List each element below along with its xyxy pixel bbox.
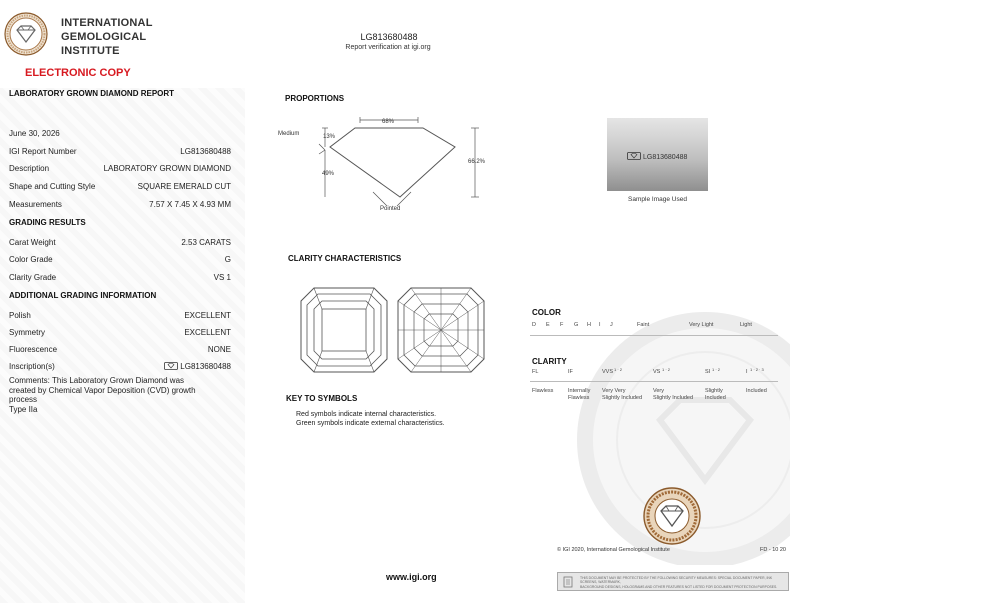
color-letter: I (599, 322, 601, 328)
electronic-copy-label: ELECTRONIC COPY (25, 67, 131, 79)
clarity-description-row (532, 388, 772, 404)
igi-inscription-icon (627, 152, 641, 160)
clarity-characteristics-title: CLARITY CHARACTERISTICS (288, 254, 402, 263)
security-features-text (580, 576, 785, 589)
report-verification-text[interactable]: Report verification at igi.org (345, 44, 431, 51)
clarity-desc: Flawless (532, 388, 554, 394)
additional-value: EXCELLENT (184, 311, 231, 320)
additional-row (9, 345, 231, 357)
clarity-desc: Very (653, 388, 665, 394)
sample-image-inscription (627, 152, 687, 161)
field-label: IGI Report Number (9, 147, 77, 156)
form-code: FD - 10 20 (760, 547, 786, 553)
clarity-desc: Slightly Included (602, 395, 643, 401)
table-percentage: 68% (382, 119, 395, 125)
additional-label: Polish (9, 311, 31, 320)
field-row (9, 182, 231, 194)
grading-results-title: GRADING RESULTS (9, 218, 86, 227)
security-line: BACKGROUND DESIGNS, HOLOGRAMS AND OTHER FEATURES NOT LISTED FOR DOCUMENT PROTECTION PURPOSES. (580, 584, 778, 589)
copyright-text: © IGI 2020, International Gemological Institute (557, 547, 670, 553)
grading-value: 2.53 CARATS (181, 238, 231, 247)
clarity-superscript: 1 · 2 (614, 367, 623, 372)
field-value: SQUARE EMERALD CUT (137, 182, 231, 191)
color-scale-line (530, 335, 778, 336)
clarity-desc: Internally (568, 388, 591, 394)
field-value: LABORATORY GROWN DIAMOND (103, 164, 231, 173)
inscription-value (164, 362, 231, 371)
website-link[interactable]: www.igi.org (386, 572, 437, 582)
grading-label: Color Grade (9, 255, 53, 264)
clarity-grade-row (532, 369, 772, 379)
clarity-superscript: 1 · 2 (712, 367, 721, 372)
color-scale-row (532, 322, 772, 332)
comments-block (9, 376, 234, 414)
clarity-desc: Slightly (705, 388, 723, 394)
security-line: THIS DOCUMENT MAY BE PROTECTED BY THE FOLLOWING SECURITY MEASURES: SPECIAL DOCUMENT PAPER, INK SCREENS, WATERMARK, (580, 576, 773, 585)
additional-row (9, 328, 231, 340)
clarity-desc: Included (746, 388, 767, 394)
sample-inscription-text: LG813680488 (643, 154, 688, 161)
culet-label: Pointed (380, 206, 401, 212)
color-letter: H (587, 322, 591, 328)
report-date: June 30, 2026 (9, 129, 60, 138)
clarity-grade: I (746, 369, 748, 375)
color-letter: D (532, 322, 536, 328)
clarity-grade: SI (705, 369, 711, 375)
clarity-grade: IF (568, 369, 573, 375)
clarity-grade: VS (653, 369, 661, 375)
color-letter: F (560, 322, 564, 328)
field-value: 7.57 X 7.45 X 4.93 MM (149, 200, 231, 209)
field-label: Measurements (9, 200, 62, 209)
clarity-grade: FL (532, 369, 539, 375)
sample-image-caption: Sample Image Used (628, 196, 687, 203)
org-name-line2: GEMOLOGICAL (61, 31, 147, 43)
header-report-number: LG813680488 (360, 32, 418, 42)
girdle-label: Medium (278, 131, 300, 137)
additional-grading-title: ADDITIONAL GRADING INFORMATION (9, 291, 157, 300)
report-date-row (9, 129, 231, 141)
additional-row (9, 311, 231, 323)
org-name-line1: INTERNATIONAL (61, 17, 153, 29)
field-row (9, 164, 231, 176)
key-line-external: Green symbols indicate external characteristics. (296, 420, 445, 427)
inscription-text: LG813680488 (180, 362, 231, 371)
color-light: Light (740, 322, 752, 328)
color-letter: E (546, 322, 550, 328)
additional-label: Symmetry (9, 328, 45, 337)
comments-line: process (9, 395, 38, 404)
clarity-superscript: 1 · 2 · 3 (750, 367, 764, 372)
proportions-diagram (275, 110, 495, 220)
field-row (9, 147, 231, 159)
key-to-symbols-title: KEY TO SYMBOLS (286, 394, 358, 403)
crown-percentage: 13% (323, 134, 336, 140)
grading-value: VS 1 (213, 273, 231, 282)
clarity-desc: Flawless (568, 395, 590, 401)
pavilion-percentage: 49% (322, 171, 335, 177)
grading-label: Carat Weight (9, 238, 56, 247)
additional-label: Fluorescence (9, 345, 58, 354)
depth-percentage: 66.2% (468, 159, 486, 165)
clarity-scale-line (530, 381, 778, 382)
field-value: LG813680488 (180, 147, 231, 156)
igi-gold-seal-icon (643, 487, 701, 545)
igi-inscription-icon (164, 362, 178, 370)
grading-row (9, 273, 231, 285)
crown-view-diagram (300, 287, 388, 373)
additional-value: NONE (207, 345, 231, 354)
additional-row (9, 362, 231, 374)
field-label: Shape and Cutting Style (9, 182, 96, 191)
clarity-superscript: 1 · 2 (662, 367, 671, 372)
comments-line: Comments: This Laboratory Grown Diamond was (9, 376, 185, 385)
clarity-desc: Slightly Included (653, 395, 694, 401)
clarity-scale-title: CLARITY (532, 357, 567, 366)
igi-seal-logo-icon (4, 12, 48, 56)
pavilion-view-diagram (397, 287, 485, 373)
additional-label: Inscription(s) (9, 362, 55, 371)
clarity-desc: Very Very (602, 388, 626, 394)
grading-row (9, 238, 231, 250)
additional-value: EXCELLENT (184, 328, 231, 337)
clarity-grade: VVS (602, 369, 614, 375)
clarity-desc: Included (705, 395, 726, 401)
grading-label: Clarity Grade (9, 273, 57, 282)
grading-row (9, 255, 231, 267)
proportions-title: PROPORTIONS (285, 94, 345, 103)
org-name-line3: INSTITUTE (61, 45, 120, 57)
document-security-icon (562, 576, 574, 588)
comments-line: Type IIa (9, 404, 38, 414)
color-faint: Faint (637, 322, 650, 328)
color-very-light: Very Light (689, 322, 714, 328)
report-title: LABORATORY GROWN DIAMOND REPORT (9, 89, 175, 98)
grading-value: G (224, 255, 231, 264)
comments-line: created by Chemical Vapor Deposition (CVD) growth (9, 385, 196, 395)
color-letter: J (610, 322, 613, 328)
field-row (9, 200, 231, 212)
security-features-bar (557, 572, 789, 591)
key-line-internal: Red symbols indicate internal characteristics. (296, 411, 437, 418)
color-letter: G (574, 322, 579, 328)
field-label: Description (9, 164, 50, 173)
color-scale-title: COLOR (532, 308, 561, 317)
